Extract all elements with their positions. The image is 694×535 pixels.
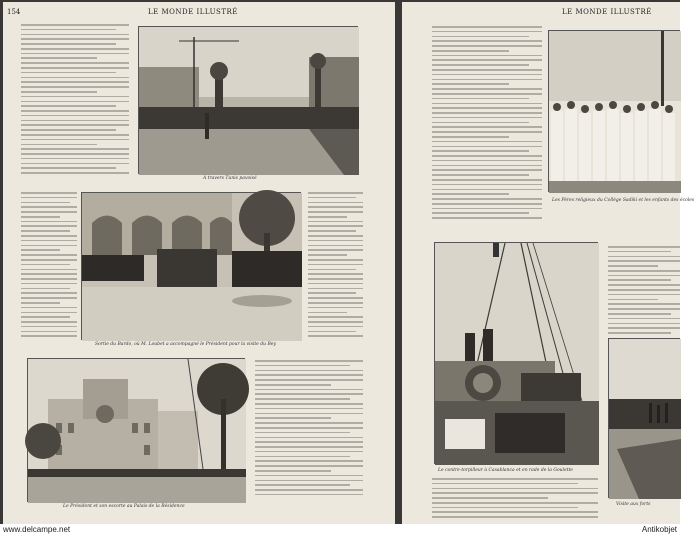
page-number: 154	[7, 8, 21, 16]
text-column	[432, 478, 598, 518]
street-parade-photo	[138, 26, 358, 174]
running-head: LE MONDE ILLUSTRÉ	[562, 8, 652, 16]
fort-visit-photo	[608, 338, 680, 498]
right-page	[402, 2, 694, 524]
text-column	[21, 24, 129, 186]
caption-photo3: Le Président et son escorte au Palais de la Résidence	[63, 504, 185, 509]
source-watermark-left: www.delcampe.net	[3, 525, 71, 534]
caption-photo4: Les Pères religieux du Collège Sadiki et les enfants des écoles	[552, 198, 694, 203]
running-head: LE MONDE ILLUSTRÉ	[148, 8, 238, 16]
text-column	[255, 360, 363, 510]
text-column	[608, 246, 680, 342]
caption-photo2: Sortie du Bardo, où M. Loubet a accompagné le Président pour la visite du Bey	[95, 342, 276, 347]
source-watermark-right: Antikobjet	[641, 525, 677, 534]
clergy-group-photo	[548, 30, 680, 192]
caption-photo6: Visite aux forts	[616, 502, 651, 507]
text-column	[21, 192, 77, 352]
caption-photo5: Le contre-torpilleur à Casablanca et en rade de la Goulette	[438, 468, 573, 473]
residence-palace-photo	[27, 358, 245, 502]
text-column	[308, 192, 363, 352]
caption-photo1: A travers Tunis pavoisé	[203, 176, 257, 181]
watermark-footer	[0, 524, 680, 535]
text-column	[432, 26, 542, 236]
left-page	[3, 2, 395, 524]
bardo-exit-photo	[81, 192, 301, 340]
torpedo-boat-photo	[434, 242, 598, 464]
